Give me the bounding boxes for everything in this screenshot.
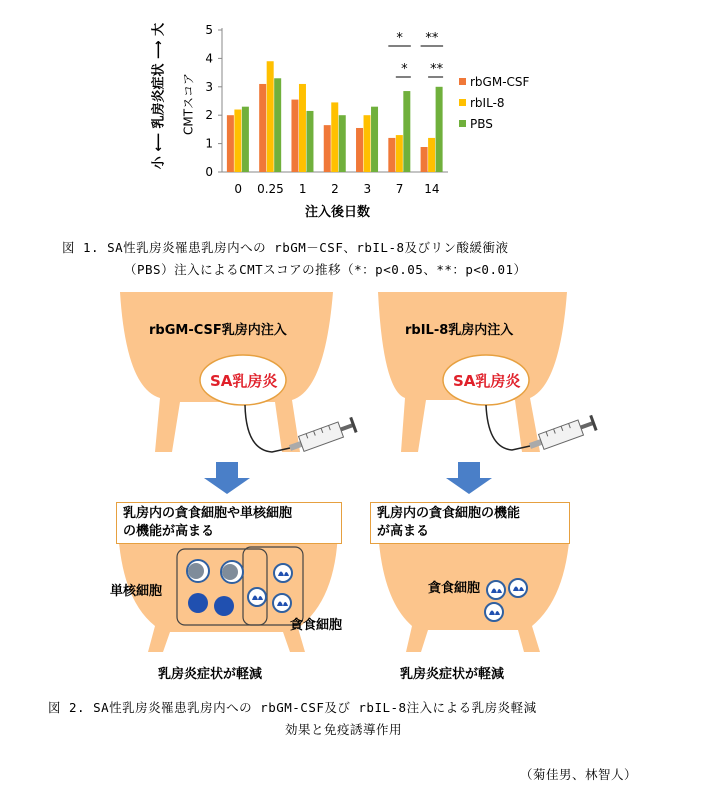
y-tick-label: 1 bbox=[205, 136, 213, 151]
right-result-label: 乳房炎症状が軽減 bbox=[400, 667, 505, 682]
legend-label-PBS: PBS bbox=[470, 117, 493, 131]
y-tick-label: 4 bbox=[205, 51, 213, 66]
significance-label-upper: ** bbox=[425, 31, 439, 46]
legend-label-rbGM-CSF: rbGM-CSF bbox=[470, 75, 530, 89]
x-tick-label: 1 bbox=[298, 182, 307, 196]
right-injection-title: rbIL-8乳房内注入 bbox=[405, 323, 514, 338]
outer-y-label: 小 ⟵ 乳房炎症状 ⟶ 大 bbox=[151, 22, 167, 170]
left-result-label: 乳房炎症状が軽減 bbox=[158, 667, 263, 682]
phagocyte-cell-label-right: 貪食細胞 bbox=[428, 581, 481, 596]
right-effect-line1: 乳房内の貪食細胞の機能 bbox=[377, 506, 521, 521]
fig2-caption-line2: 効果と免疫誘導作用 bbox=[285, 722, 403, 737]
fig2-caption-line1: 図 2. SA性乳房炎罹患乳房内への rbGM-CSF及び rbIL-8注入による乳房炎軽減 bbox=[48, 700, 537, 715]
left-effect-line1: 乳房内の貪食細胞や単核細胞 bbox=[123, 506, 293, 521]
y-tick-label: 0 bbox=[205, 165, 213, 179]
fig1-caption-line2: （PBS）注入によるCMTスコアの推移（*：p<0.05、**：p<0.01） bbox=[124, 262, 527, 277]
right-effect-box bbox=[370, 502, 570, 544]
left-injection-title: rbGM-CSF乳房内注入 bbox=[149, 323, 287, 338]
right-infection-label: SA乳房炎 bbox=[453, 372, 521, 390]
y-tick-label: 3 bbox=[205, 79, 213, 94]
x-tick-label: 14 bbox=[424, 182, 440, 196]
y-tick-label: 5 bbox=[205, 23, 213, 37]
significance-label-lower: * bbox=[401, 62, 408, 77]
syringe-left-icon bbox=[245, 405, 358, 456]
y-axis-label: CMTスコア bbox=[181, 72, 196, 136]
down-arrow-left-icon bbox=[204, 462, 250, 494]
down-arrow-right-icon bbox=[446, 462, 492, 494]
left-effect-line2: の機能が高まる bbox=[123, 524, 215, 539]
significance-label-upper: * bbox=[396, 31, 403, 46]
x-tick-label: 2 bbox=[331, 182, 339, 196]
x-tick-label: 0.25 bbox=[257, 182, 284, 196]
author-credit: （菊佳男、林智人） bbox=[520, 767, 638, 782]
x-axis-label: 注入後日数 bbox=[305, 205, 371, 220]
x-tick-label: 7 bbox=[395, 182, 404, 196]
syringe-right-icon bbox=[486, 405, 598, 454]
left-infection-label: SA乳房炎 bbox=[210, 372, 278, 390]
phagocyte-cell-label-left: 貪食細胞 bbox=[290, 618, 343, 633]
left-effect-box bbox=[116, 502, 342, 544]
legend-label-rbIL-8: rbIL-8 bbox=[470, 96, 505, 110]
y-tick-label: 2 bbox=[205, 108, 213, 123]
x-tick-label: 3 bbox=[363, 182, 372, 196]
significance-label-lower: ** bbox=[430, 62, 444, 77]
right-effect-line2: が高まる bbox=[377, 524, 430, 539]
mononuclear-cell-label: 単核細胞 bbox=[110, 584, 163, 599]
fig1-caption-line1: 図 1. SA性乳房炎罹患乳房内への rbGM－CSF、rbIL-8及びリン酸緩衝液 bbox=[62, 240, 509, 255]
x-tick-label: 0 bbox=[234, 182, 242, 196]
